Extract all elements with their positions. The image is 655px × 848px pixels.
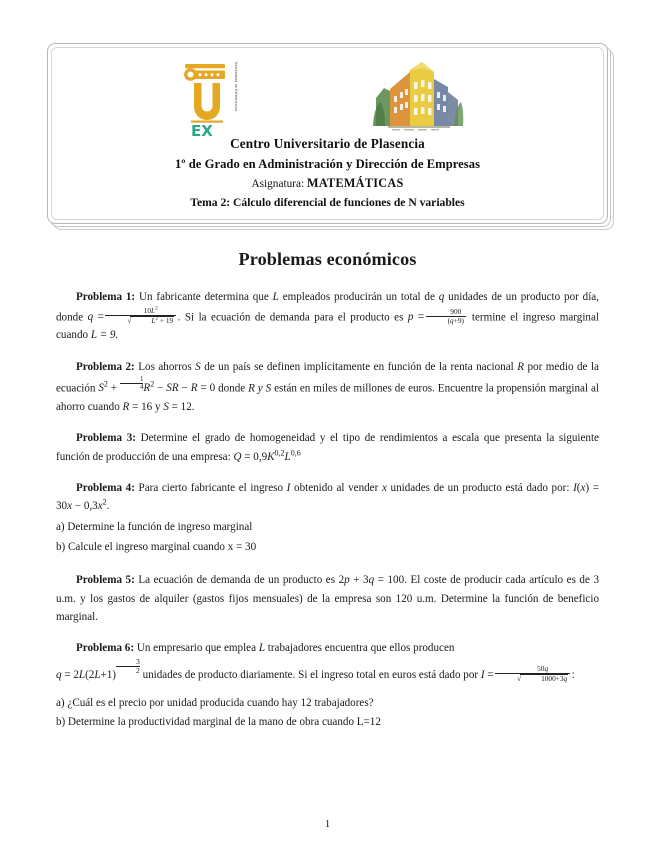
problem-4-text-a: Para cierto fabricante el ingreso xyxy=(138,481,284,494)
problem-4-label: Problema 4: xyxy=(76,481,135,494)
problem-1-var-q: q xyxy=(438,291,445,303)
header-frame-main xyxy=(47,43,608,224)
uex-logo xyxy=(178,60,244,138)
problem-6-equation-i: I = $\frac{50q}{√ 1000+3q}$ xyxy=(481,669,572,681)
problem-1-text-a: Un fabricante determina que xyxy=(138,291,269,303)
problem-4 xyxy=(56,479,599,516)
problem-6-label: Problema 6: xyxy=(76,642,135,655)
problem-2-text-c: por medio de la ecuación xyxy=(56,360,599,395)
problem-3-text-a: Determine el grado de homogeneidad y el tipo de rendimientos a escala que presenta la siguiente función de producción de una empresa: xyxy=(56,432,599,463)
problem-1-label: Problema 1: xyxy=(76,291,136,303)
problem-5 xyxy=(56,571,599,627)
problem-3-equation: $Q = 0,9K^{0,2}L^{0,6}$ xyxy=(233,448,301,463)
page-title: Problemas económicos xyxy=(238,249,417,269)
problem-1-text-c: unidades de un producto por día, donde xyxy=(56,291,599,323)
problem-1-text-e: termine el ingreso marginal cuando xyxy=(56,310,599,342)
problem-2-equation: $S^2$ + $\frac{1}{4}$ $R^2$ − SR − R = 0 xyxy=(98,376,216,395)
header-subject-prefix: Asignatura: xyxy=(251,178,305,190)
header-text-block xyxy=(48,136,607,209)
problem-1-text-b: empleados producirán un total de xyxy=(282,291,435,303)
problem-4-text-b: obtenido al vender xyxy=(294,481,379,494)
problem-6-item-b: b) Determine la productividad marginal de la mano de obra cuando L=12 xyxy=(56,716,381,729)
problems-content xyxy=(56,288,599,733)
problem-4-equation: $I(x) = 30x - 0,3x^2$. xyxy=(56,481,599,513)
problem-6-text-b: trabajadores encuentra que ellos producen xyxy=(267,642,455,655)
problem-6-item-a: a) ¿Cuál es el precio por unidad producida cuando hay 12 trabajadores? xyxy=(56,696,374,709)
problem-2-text-d: donde xyxy=(218,382,246,395)
svg-text:EX: EX xyxy=(191,122,213,138)
problem-1-var-l: L xyxy=(272,291,279,303)
problem-6-var-l: L xyxy=(258,642,265,655)
problem-5-text-b: El coste de producir cada artículo es de 3 u.m. y los gastos de alquiler (gastos fijos mensuales) de la empresa son 120 u.m. Determine la función de beneficio marginal. xyxy=(56,574,599,624)
problem-4-var-x: x xyxy=(381,481,387,494)
problem-2-vars: R y S xyxy=(248,382,272,395)
problem-1-text-d: Si la ecuación de demanda para el producto es xyxy=(184,310,404,323)
header-logos xyxy=(48,58,607,142)
problem-4-item-a: a) Determine la función de ingreso marginal xyxy=(56,521,253,533)
problem-2-text-e: están en miles de millones de euros. Encuentre la propensión marginal al ahorro cuando xyxy=(56,382,599,414)
problem-4-var-i: I xyxy=(286,481,291,494)
problem-5-label: Problema 5: xyxy=(76,574,135,587)
problem-4-item-b: b) Calcule el ingreso marginal cuando x = 30 xyxy=(56,540,257,553)
problem-1-equation-p: p = $\frac{900}{(q+9)}$ xyxy=(407,306,464,325)
problem-2-var-s: S xyxy=(195,360,201,373)
problem-6: Problema 6: Un empresario que emplea L trabajadores encuentra que ellos producen q = 2L(2L+1) $^{\frac{3}{2}}$ unidades de producto diariamente. Si el ingreso total en euros está dado por I = $\frac{50q}{√ 1000+3q}$ : xyxy=(56,642,575,684)
problem-2-label: Problema 2: xyxy=(76,360,135,373)
problem-1-condition: L = 9. xyxy=(90,329,119,342)
uex-logo-vertical-text: Universidad de Extremadura xyxy=(234,62,238,112)
problem-2-var-r: R xyxy=(517,360,524,373)
header-line-subject xyxy=(48,176,607,191)
problem-6-equation-q: q = 2L(2L+1) $^{\frac{3}{2}}$ xyxy=(56,657,140,682)
problem-4-text-c: unidades de un producto está dado por: xyxy=(390,481,570,494)
plasencia-building-illustration xyxy=(370,58,466,138)
problem-1: Problema 1: Un fabricante determina que L empleados producirán un total de q unidades de un producto por día, donde q = $\frac{10L^2}{√ L^2 + 19}$ . Si la ecuación de demanda para el producto es p = $\frac{900}{(q+9)}$ termine el ingreso marginal cuando L = 9. xyxy=(56,291,599,342)
header-line-institution: Centro Universitario de Plasencia xyxy=(230,136,425,151)
problem-5-equation: 2p + 3q = 100. xyxy=(338,574,407,587)
header-line-topic: Tema 2: Cálculo diferencial de funciones de N variables xyxy=(190,195,465,209)
problem-2-text-a: Los ahorros xyxy=(138,360,192,373)
spacer xyxy=(56,557,599,571)
problem-3-label: Problema 3: xyxy=(76,432,136,445)
problem-2 xyxy=(56,358,599,417)
problem-1-equation-q: q = $\frac{10L^2}{√ L^2 + 19}$ xyxy=(88,311,178,323)
problem-6-text-c: unidades de producto diariamente. Si el ingreso total en euros está dado por xyxy=(142,669,479,682)
problem-2-condition: R = 16 y S = 12. xyxy=(122,401,195,414)
problem-2-text-b: de un país se definen implícitamente en función de la renta nacional xyxy=(204,360,514,373)
problem-6-text-a: Un empresario que emplea xyxy=(136,642,257,655)
header-line-degree: 1º de Grado en Administración y Dirección de Empresas xyxy=(174,156,481,171)
problem-5-text-a: La ecuación de demanda de un producto es xyxy=(138,574,336,587)
header-frame xyxy=(47,43,608,224)
header-subject-value: MATEMÁTICAS xyxy=(307,176,404,190)
problem-3 xyxy=(56,429,599,466)
page-number: 1 xyxy=(324,818,331,830)
